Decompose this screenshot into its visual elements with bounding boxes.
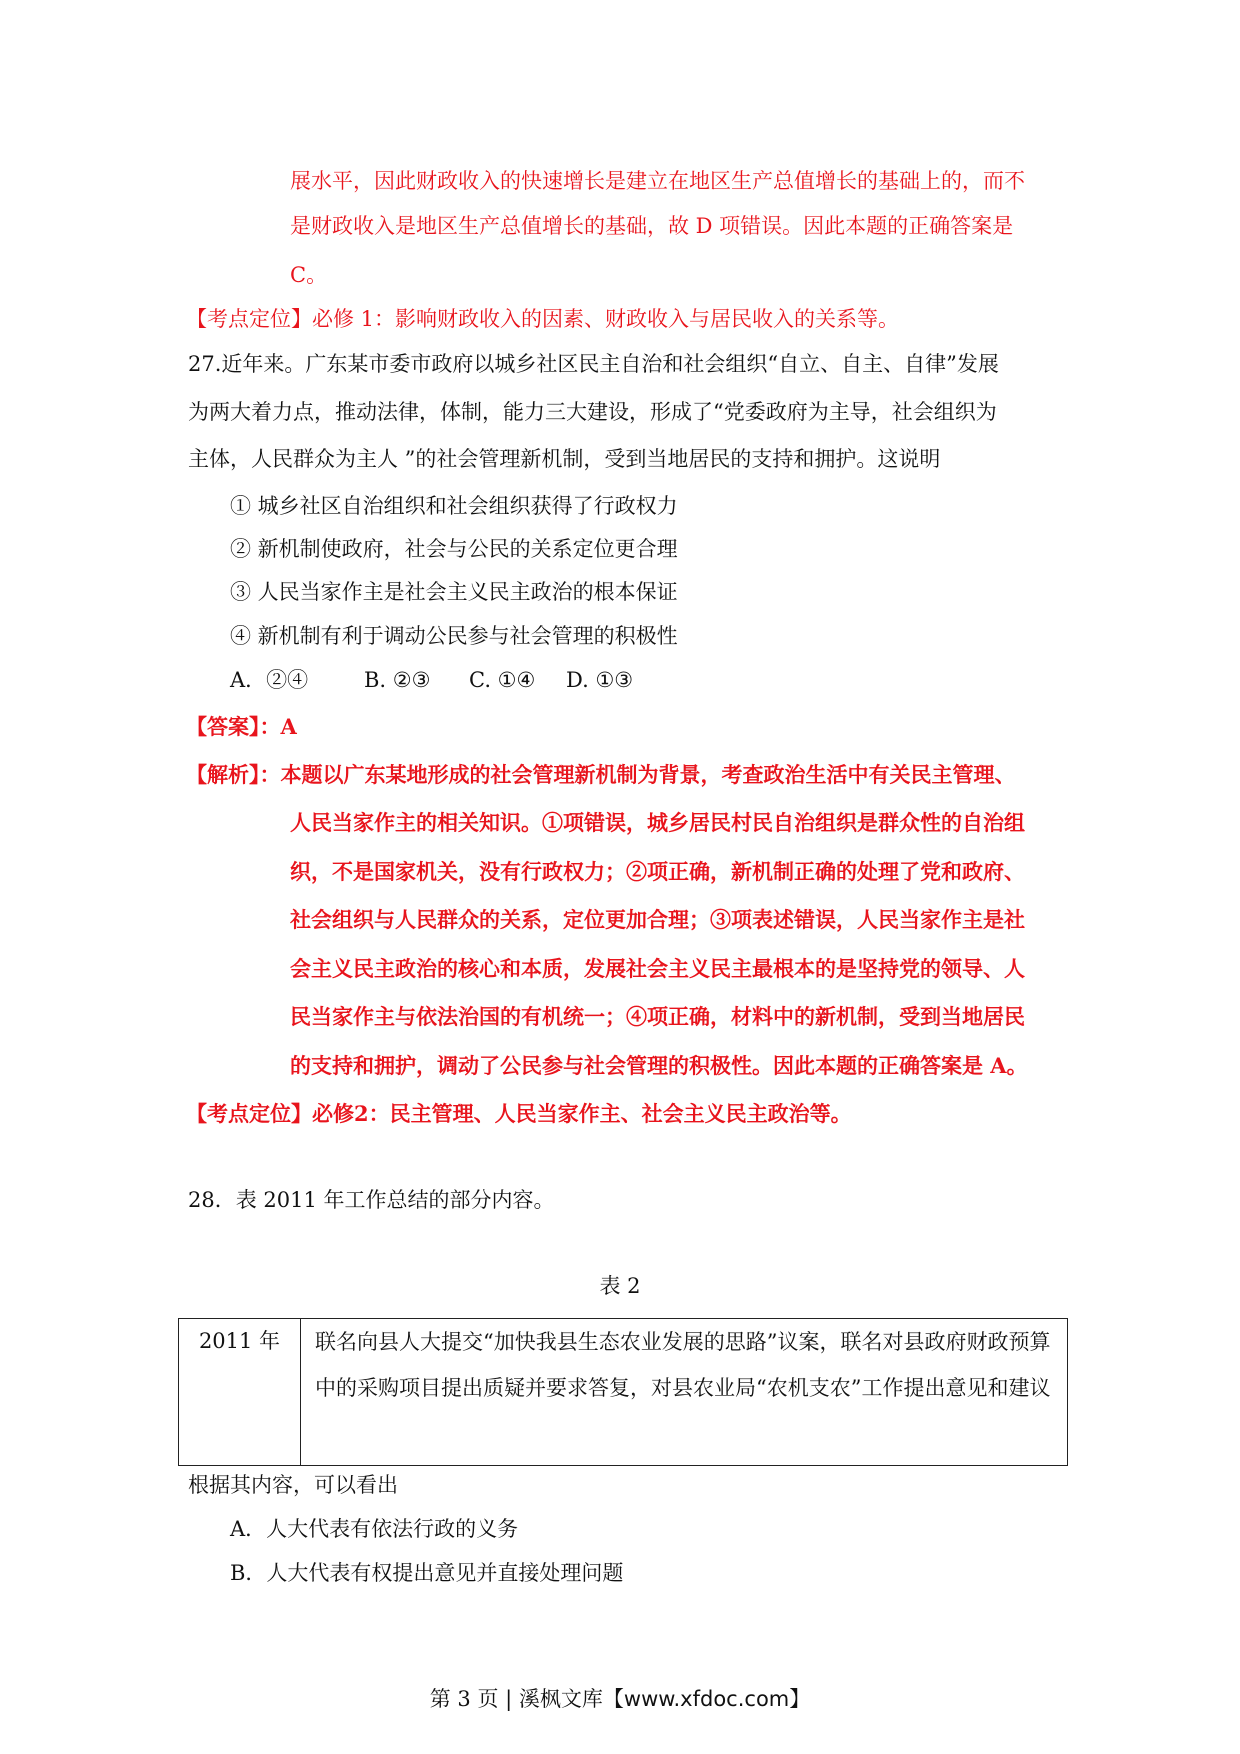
page-footer bbox=[0, 1684, 1240, 1714]
table-caption: 表 2 bbox=[599, 1274, 641, 1298]
table-content-cell: 联名向县人大提交“加快我县生态农业发展的思路”议案，联名对县政府财政预算中的采购项目提出质疑并要求答复，对县农业局“农机支农”工作提出意见和建议 bbox=[301, 1319, 1068, 1466]
prev-answer-line-3: C。 bbox=[290, 263, 328, 287]
q27-choice-a: A．②④ bbox=[230, 668, 309, 692]
q28-stem: 28．表 2011 年工作总结的部分内容。 bbox=[188, 1188, 555, 1212]
q28-option-b: B．人大代表有权提出意见并直接处理问题 bbox=[230, 1561, 624, 1585]
q28-option-a: A．人大代表有依法行政的义务 bbox=[230, 1517, 519, 1541]
table-row bbox=[179, 1319, 1068, 1466]
q27-kaodian: 【考点定位】必修2：民主管理、人民当家作主、社会主义民主政治等。 bbox=[186, 1101, 852, 1126]
q27-statement-1: ① 城乡社区自治组织和社会组织获得了行政权力 bbox=[230, 494, 678, 518]
prev-answer-line-1: 展水平，因此财政收入的快速增长是建立在地区生产总值增长的基础上的，而不 bbox=[290, 169, 1025, 193]
q27-statement-2: ② 新机制使政府，社会与公民的关系定位更合理 bbox=[230, 537, 678, 561]
footer-separator: | bbox=[505, 1687, 513, 1711]
q27-analysis-line-4: 社会组织与人民群众的关系，定位更加合理；③项表述错误，人民当家作主是社 bbox=[290, 907, 1025, 932]
q27-statement-4: ④ 新机制有利于调动公民参与社会管理的积极性 bbox=[230, 624, 678, 648]
q27-stem-line-1: 27.近年来。广东某市委市政府以城乡社区民主自治和社会组织“自立、自主、自律”发展 bbox=[188, 352, 999, 376]
q27-analysis-line-6: 民当家作主与依法治国的有机统一；④项正确，材料中的新机制，受到当地居民 bbox=[290, 1004, 1025, 1029]
q27-stem-line-3: 主体，人民群众为主人 ”的社会管理新机制，受到当地居民的支持和拥护。这说明 bbox=[188, 447, 941, 471]
q27-answer: 【答案】：A bbox=[186, 714, 297, 739]
q28-prompt: 根据其内容，可以看出 bbox=[188, 1473, 398, 1497]
q27-analysis-line-5: 会主义民主政治的核心和本质，发展社会主义民主最根本的是坚持党的领导、人 bbox=[290, 956, 1025, 981]
q27-choice-d: D. ①③ bbox=[566, 668, 634, 692]
q27-analysis-line-1: 【解析】：本题以广东某地形成的社会管理新机制为背景，考查政治生活中有关民主管理、 bbox=[186, 762, 1016, 787]
q27-analysis-line-3: 织，不是国家机关，没有行政权力；②项正确，新机制正确的处理了党和政府、 bbox=[290, 859, 1025, 884]
table-year-cell: 2011 年 bbox=[179, 1319, 301, 1466]
prev-answer-line-2: 是财政收入是地区生产总值增长的基础，故 D 项错误。因此本题的正确答案是 bbox=[290, 214, 1014, 238]
site-link[interactable]: 【www.xfdoc.com】 bbox=[602, 1687, 811, 1711]
q27-analysis-line-7: 的支持和拥护，调动了公民参与社会管理的积极性。因此本题的正确答案是 A。 bbox=[290, 1053, 1028, 1078]
library-name: 溪枫文库 bbox=[518, 1687, 603, 1711]
table-2 bbox=[178, 1318, 1068, 1466]
q27-choice-c: C. ①④ bbox=[469, 668, 536, 692]
prev-kaodian: 【考点定位】必修 1：影响财政收入的因素、财政收入与居民收入的关系等。 bbox=[186, 307, 900, 331]
page-number: 第 3 页 bbox=[429, 1687, 499, 1711]
q27-statement-3: ③ 人民当家作主是社会主义民主政治的根本保证 bbox=[230, 580, 678, 604]
q27-analysis-line-2: 人民当家作主的相关知识。①项错误，城乡居民村民自治组织是群众性的自治组 bbox=[290, 810, 1025, 835]
q27-stem-line-2: 为两大着力点，推动法律，体制，能力三大建设，形成了“党委政府为主导，社会组织为 bbox=[188, 400, 997, 424]
q27-choice-b: B. ②③ bbox=[364, 668, 431, 692]
